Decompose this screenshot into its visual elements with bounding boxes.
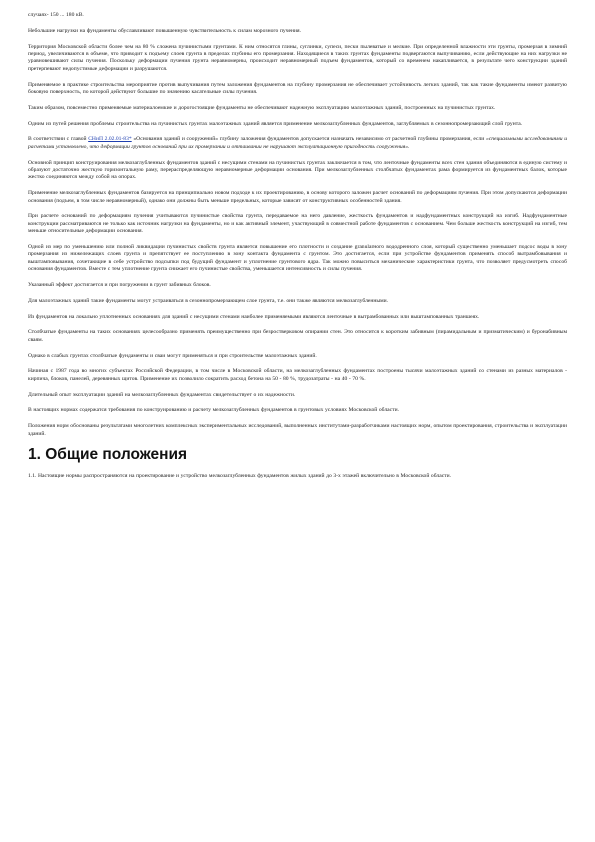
paragraph: 1.1. Настоящие нормы распространяются на проектирование и устройство мелкозаглубленных фундаментов жилых зданий до 3-х этажей включительно в Московской области. <box>28 473 452 480</box>
paragraph: Указанный эффект достигается и при погружении в грунт забивных блоков. <box>28 282 211 289</box>
paragraph: Одним из путей решения проблемы строительства на пучинистых грунтах малоэтажных зданий является применение мелкозаглубленных фундаментов, заглубляемых в сезоннопромерзающий слой грунта. <box>28 120 523 127</box>
paragraph: Для малоэтажных зданий такие фундаменты могут устраиваться в сезоннопромерзающем слое грунта, т.е. они также являются мелкозаглубленными. <box>28 297 389 304</box>
paragraph-text: В соответствии с главой <box>28 136 89 143</box>
paragraph: Столбчатые фундаменты на таких основаниях целесообразно применять преимущественно при безростверковом опирании стен. Это относится к коротким забивным (пирамидальным и призматическим) и буронабивным сваям. <box>28 329 567 343</box>
quoted-text: «специальными исследованиями и расчетами установлено, что деформации грунтов оснований при их промерзании и оттаивании не нарушают эксплуатационную пригодность сооружения». <box>28 136 567 150</box>
paragraph: Длительный опыт эксплуатации зданий на мелкозаглубленных фундаментах свидетельствует о их надежности. <box>28 391 296 398</box>
paragraph: В настоящих нормах содержатся требования по конструированию и расчету мелкозаглубленных фундаментов в грунтовых условиях Московской области. <box>28 407 399 414</box>
paragraph: Начиная с 1987 года во многих субъектах Российской Федерации, в том числе в Московской области, на мелкозаглубленных фундаментах построены тысячи малоэтажных зданий со стенами из разных материалов - кирпича, блоков, панелей, деревянных щитов. Применение их позволило сократить расход бетона на 50 - 80 %, трудозатраты - на 40 - 70 %. <box>28 368 567 382</box>
paragraph-snip-reference <box>28 136 567 151</box>
paragraph: Применение мелкозаглубленных фундаментов базируется на принципиально новом подходе к их проектированию, в основу которого заложен расчет оснований по деформациям пучения. При этом допускаются деформации основания (подъем, в том числе неравномерный), однако они должны быть меньше предельных, которые зависят от конструктивных особенностей здания. <box>28 190 567 204</box>
paragraph: Из фундаментов на локально уплотненных основаниях для зданий с несущими стенами наиболее применяемыми являются ленточные в вытрамбованных или выштампованных траншеях. <box>28 313 480 320</box>
paragraph: При расчете оснований по деформациям пучения учитываются пучинистые свойства грунта, передаваемое на него давление, жесткость фундаментов и надфундаментных конструкций на изгиб. Надфундаментные конструкции рассматриваются не только как источник нагрузки на фундаменты, но и как активный элемент, участвующий в совместной работе фундаментов с основанием. Чем больше жесткость конструкций на изгиб, тем меньше относительные деформации основания. <box>28 213 567 235</box>
paragraph: Таким образом, повсеместно применяемые материалоемкие и дорогостоящие фундаменты не обеспечивают надежную эксплуатацию малоэтажных зданий, построенных на пучинистых грунтах. <box>28 104 496 111</box>
paragraph: случаях- 150 ... 180 кВ. <box>28 12 84 18</box>
paragraph: Территория Московской области более чем на 80 % сложена пучинистыми грунтами. К ним относятся глины, суглинки, супеси, пески пылеватые и мелкие. При определенной влажности эти грунты, промерзая в зимний период, увеличиваются в объеме, что приводит к подъему слоев грунта в пределах глубины его промерзания. Находящиеся в таких грунтах фундаменты подвергаются выпучиванию, если действующие на них нагрузки не уравновешивают силы пучения. Поскольку деформации пучения грунта неравномерны, происходит неравномерный подъем фундаментов, который со временем накапливается, в результате чего конструкции зданий претерпевают недопустимые деформации и разрушаются. <box>28 43 567 72</box>
paragraph: Небольшие нагрузки на фундаменты обуславливают повышенную чувствительность к силам морозного пучения. <box>28 27 301 34</box>
snip-link[interactable]: СНиП 2.02.01-83* <box>88 136 132 143</box>
paragraph: Положения норм обоснованы результатами многолетних комплексных экспериментальных исследований, выполненных институтами-разработчиками настоящих норм, опытом проектирования, строительства и эксплуатации зданий. <box>28 423 567 437</box>
paragraph: Одной из мер по уменьшению или полной ликвидации пучинистых свойств грунта является повышение его плотности и создание granularного вододренного слоя, который существенно уменьшает подсос воды в зону промерзания из нижележащих слоев грунта и препятствует ее поступлению в зону контакта фундамента с грунтом. Это достигается, если при устройстве фундаментов применять способ вытрамбовывания и выштамповывания, сочетающие в себе устройство подсыпки под будущий фундамент и уплотнение грунтового ядра. Так можно повыситься механические характеристики грунта, что позволяет предусмотреть способ основания фундаментов. Вместе с тем уплотнение грунта снижает его пучинистые свойства, уменьшается интенсивность и силы пучения. <box>28 244 567 273</box>
paragraph: Основной принцип конструирования мелкозаглубленных фундаментов зданий с несущими стенами на пучинистых грунтах заключается в том, что ленточные фундаменты всех стен здания объединяются в единую систему и образуют достаточно жесткую горизонтальную раму, перераспределяющую неравномерные деформации основания. При мелкозаглубленных столбчатых фундаментах рама формируется из фундаментных балок, которые жестко соединяются между собой на опорах. <box>28 159 567 181</box>
paragraph: Применяемое в практике строительства мероприятие против выпучивания путем заложения фундаментов на глубину промерзания не обеспечивает устойчивость легких зданий, так как такие фундаменты имеют развитую боковую поверхность, по которой действуют большие по значению касательные силы пучения. <box>28 81 567 96</box>
section-heading: 1. Общие положения <box>28 446 188 464</box>
paragraph-text: «Основания зданий и сооружений» глубину заложения фундаментов допускается назначать независимо от расчетной глубины промерзания, если <box>131 136 486 143</box>
paragraph: Однако в слабых грунтах столбчатые фундаменты и сваи могут применяться и при строительстве малоэтажных зданий. <box>28 352 317 359</box>
